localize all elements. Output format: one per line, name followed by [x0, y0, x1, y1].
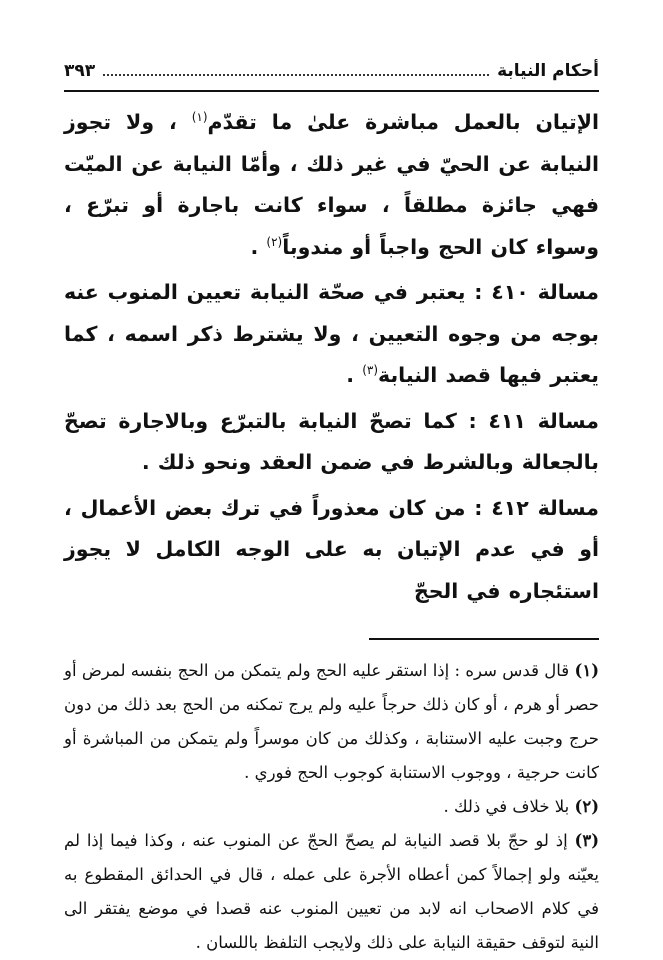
- paragraph-end: .: [346, 363, 363, 387]
- footnote-text: إذ لو حجّ بلا قصد النيابة لم يصحّ الحجّ عن المنوب عنه ، وكذا فيما إذا لم يعيّنه ولو إجمالاً كمن أعطاه الأجرة على عمله ، قال في الحدائق المقطوع به في كلام الاصحاب انه لابد من تعيين المنوب عنه قصدا في موضع يفتقر الى النية لتوقف حقيقة النيابة على ذلك ولايجب التلفظ باللسان .: [64, 831, 599, 952]
- issue-411: [64, 401, 599, 484]
- footnote-text: قال قدس سره : إذا استقر عليه الحج ولم يتمكن من الحج بنفسه لمرض أو حصر أو هرم ، أو كان ذلك حرجاً عليه ولم يرج تمكنه من الحج بعد ذلك من دون حرج وجبت عليه الاستنابة ، وكذلك من كان موسراً ولم يتمكن من المباشرة أو كانت حرجية ، ووجوب الاستنابة كوجوب الحج فوري .: [64, 661, 599, 782]
- footnotes: [64, 654, 599, 960]
- footnote-number: (٢): [574, 797, 599, 816]
- issue-label: مسالة ٤١١: [488, 408, 599, 433]
- footnote-separator: [369, 638, 599, 640]
- issue-text: : يعتبر في صحّة النيابة تعيين المنوب عنه بوجه من وجوه التعيين ، ولا يشترط ذكر اسمه ، كما يعتبر فيها قصد النيابة: [64, 280, 599, 387]
- footnote-number: (١): [574, 661, 599, 680]
- footnote-ref: (٣): [362, 363, 379, 378]
- footnote-ref: (٢): [266, 234, 283, 249]
- issue-412: [64, 488, 599, 613]
- paragraph-continuation: [64, 102, 599, 268]
- header-title: أحكام النيابة: [497, 61, 599, 81]
- main-text: [64, 102, 599, 612]
- page-number: ٣٩٣: [64, 61, 96, 81]
- footnote-1: [64, 654, 599, 790]
- header-rule: [64, 90, 599, 92]
- issue-label: مسالة ٤١٢: [491, 495, 599, 520]
- footnote-number: (٣): [574, 831, 599, 850]
- paragraph-text: الإتيان بالعمل مباشرة علىٰ ما تقدّم: [207, 110, 599, 134]
- footnote-text: بلا خلاف في ذلك .: [443, 797, 570, 816]
- footnote-ref: (١): [191, 110, 208, 125]
- paragraph-text: ، ولا تجوز النيابة عن الحيّ في غير ذلك ، وأمّا النيابة عن الميّت فهي جائزة مطلقاً ، سواء كانت باجارة أو تبرّع ، وسواء كان الحج واجباً أو مندوباً: [64, 110, 599, 259]
- footnote-2: [64, 790, 599, 824]
- header-dot-leader: [103, 74, 489, 76]
- footnote-3: [64, 824, 599, 960]
- running-header: [64, 56, 599, 86]
- issue-text: : من كان معذوراً في ترك بعض الأعمال ، أو في عدم الإتيان به على الوجه الكامل لا يجوز استئجاره في الحجّ: [64, 495, 599, 603]
- book-page: [64, 56, 599, 960]
- issue-410: [64, 272, 599, 397]
- issue-text: : كما تصحّ النيابة بالتبرّع وبالاجارة تصحّ بالجعالة وبالشرط في ضمن العقد ونحو ذلك .: [64, 408, 599, 474]
- issue-label: مسالة ٤١٠: [491, 280, 599, 304]
- paragraph-end: .: [250, 234, 267, 259]
